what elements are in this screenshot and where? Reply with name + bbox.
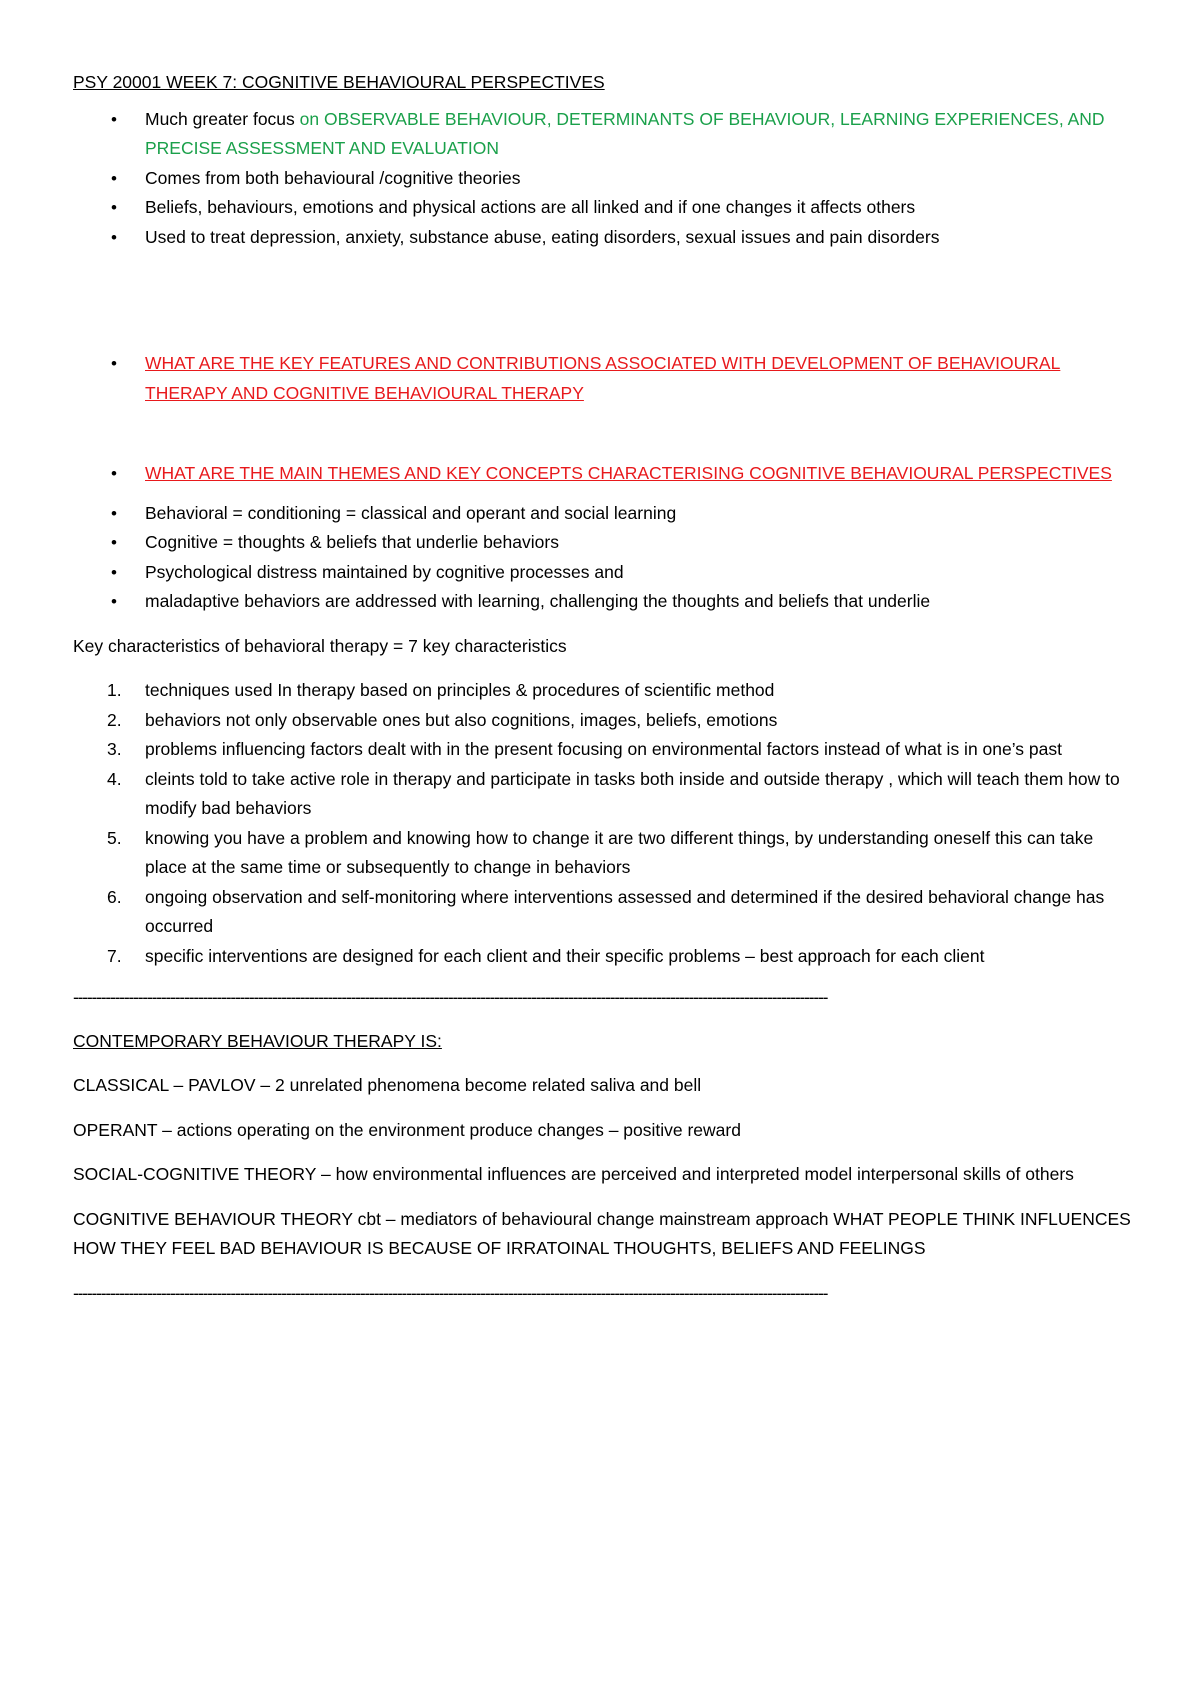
concept-bullet-list (73, 499, 1133, 617)
item-text: problems influencing factors dealt with in the present focusing on environmental factors instead of what is in one’s past (145, 739, 1062, 759)
contemporary-heading: CONTEMPORARY BEHAVIOUR THERAPY IS: (73, 1030, 442, 1051)
item-text: ongoing observation and self-monitoring where interventions assessed and determined if the desired behavioral change has occurred (145, 886, 1105, 936)
item-text: knowing you have a problem and knowing how to change it are two different things, by understanding oneself this can take place at the same time or subsequently to change in behaviors (145, 827, 1094, 877)
characteristics-lead: Key characteristics of behavioral therapy = 7 key characteristics (73, 635, 567, 656)
bullet-icon: • (111, 109, 117, 129)
list-item (73, 735, 1133, 765)
bullet-icon: • (111, 464, 117, 483)
list-item (73, 499, 1133, 529)
item-number: 2. (107, 709, 122, 730)
list-item (73, 883, 1133, 942)
list-item (73, 558, 1133, 588)
definition-operant: OPERANT – actions operating on the environment produce changes – positive reward (73, 1119, 741, 1140)
list-item (73, 193, 1133, 223)
bullet-icon: • (111, 198, 117, 217)
bullet-text: Psychological distress maintained by cognitive processes and (145, 561, 624, 582)
list-item (73, 459, 1133, 489)
definition-social-cognitive: SOCIAL-COGNITIVE THEORY – how environmental influences are perceived and interpreted model interpersonal skills of others (73, 1164, 1074, 1184)
spacer (73, 489, 1133, 499)
bullet-icon: • (111, 168, 117, 188)
bullet-icon: • (111, 562, 117, 582)
intro-bullet-list (73, 105, 1133, 253)
list-item (73, 105, 1133, 164)
bullet-text: maladaptive behaviors are addressed with learning, challenging the thoughts and beliefs that underlie (145, 591, 931, 611)
bullet-text: Used to treat depression, anxiety, substance abuse, eating disorders, sexual issues and pain disorders (145, 226, 940, 247)
bullet-icon: • (111, 227, 117, 247)
list-item (73, 223, 1133, 253)
item-number: 6. (107, 886, 122, 907)
item-text: specific interventions are designed for each client and their specific problems – best approach for each client (145, 945, 985, 966)
item-number: 3. (107, 739, 122, 759)
item-text: techniques used In therapy based on principles & procedures of scientific method (145, 680, 775, 700)
definition-classical: CLASSICAL – PAVLOV – 2 unrelated phenomena become related saliva and bell (73, 1075, 702, 1095)
spacer (73, 408, 1133, 459)
bullet-icon: • (111, 503, 117, 523)
bullet-icon: • (111, 533, 117, 552)
list-item (73, 528, 1133, 558)
bullet-text: Behavioral = conditioning = classical and operant and social learning (145, 502, 677, 523)
list-item (73, 349, 1133, 408)
list-item (73, 824, 1133, 883)
highlighted-text: on OBSERVABLE BEHAVIOUR, DETERMINANTS OF BEHAVIOUR, LEARNING EXPERIENCES, AND PRECISE ASSESSMENT AND EVALUATION (145, 108, 1105, 158)
characteristics-list (73, 676, 1133, 971)
list-item (73, 706, 1133, 736)
bullet-icon: • (111, 592, 117, 611)
item-number: 1. (107, 680, 122, 700)
item-text: behaviors not only observable ones but also cognitions, images, beliefs, emotions (145, 709, 778, 730)
bullet-text: Beliefs, behaviours, emotions and physical actions are all linked and if one changes it affects others (145, 197, 916, 217)
item-number: 7. (107, 945, 122, 966)
bullet-icon: • (111, 354, 117, 373)
list-item (73, 676, 1133, 706)
bullet-text: Cognitive = thoughts & beliefs that underlie behaviors (145, 532, 559, 552)
bullet-text: Comes from both behavioural /cognitive theories (145, 167, 521, 188)
list-item (73, 942, 1133, 972)
list-item (73, 765, 1133, 824)
question-list-1 (73, 349, 1133, 408)
spacer (73, 252, 1133, 349)
item-number: 5. (107, 827, 122, 848)
list-item (73, 164, 1133, 194)
question-text: WHAT ARE THE MAIN THEMES AND KEY CONCEPTS CHARACTERISING COGNITIVE BEHAVIOURAL PERSPECTIVES (145, 463, 1112, 483)
list-item (73, 587, 1133, 617)
definition-cbt: COGNITIVE BEHAVIOUR THEORY cbt – mediators of behavioural change mainstream approach WHAT PEOPLE THINK INFLUENCES HOW THEY FEEL BAD BEHAVIOUR IS BECAUSE OF IRRATOINAL THOUGHTS, BELIEFS AND FEELINGS (73, 1208, 1131, 1258)
item-text: cleints told to take active role in therapy and participate in tasks both inside and outside therapy , which will teach them how to modify bad behaviors (145, 768, 1120, 818)
item-number: 4. (107, 768, 122, 789)
question-text: WHAT ARE THE KEY FEATURES AND CONTRIBUTIONS ASSOCIATED WITH DEVELOPMENT OF BEHAVIOURAL THERAPY AND COGNITIVE BEHAVIOURAL THERAPY (145, 353, 1061, 403)
document-title: PSY 20001 WEEK 7: COGNITIVE BEHAVIOURAL PERSPECTIVES (73, 72, 605, 92)
document-page (73, 68, 1133, 1322)
dashed-divider: ------------------------------------------------------------------------------------------------------------------------------------------------------------------- (73, 1282, 828, 1303)
bullet-text: Much greater focus (145, 108, 300, 129)
dashed-divider: ------------------------------------------------------------------------------------------------------------------------------------------------------------------- (73, 987, 828, 1007)
question-list-2 (73, 459, 1133, 489)
